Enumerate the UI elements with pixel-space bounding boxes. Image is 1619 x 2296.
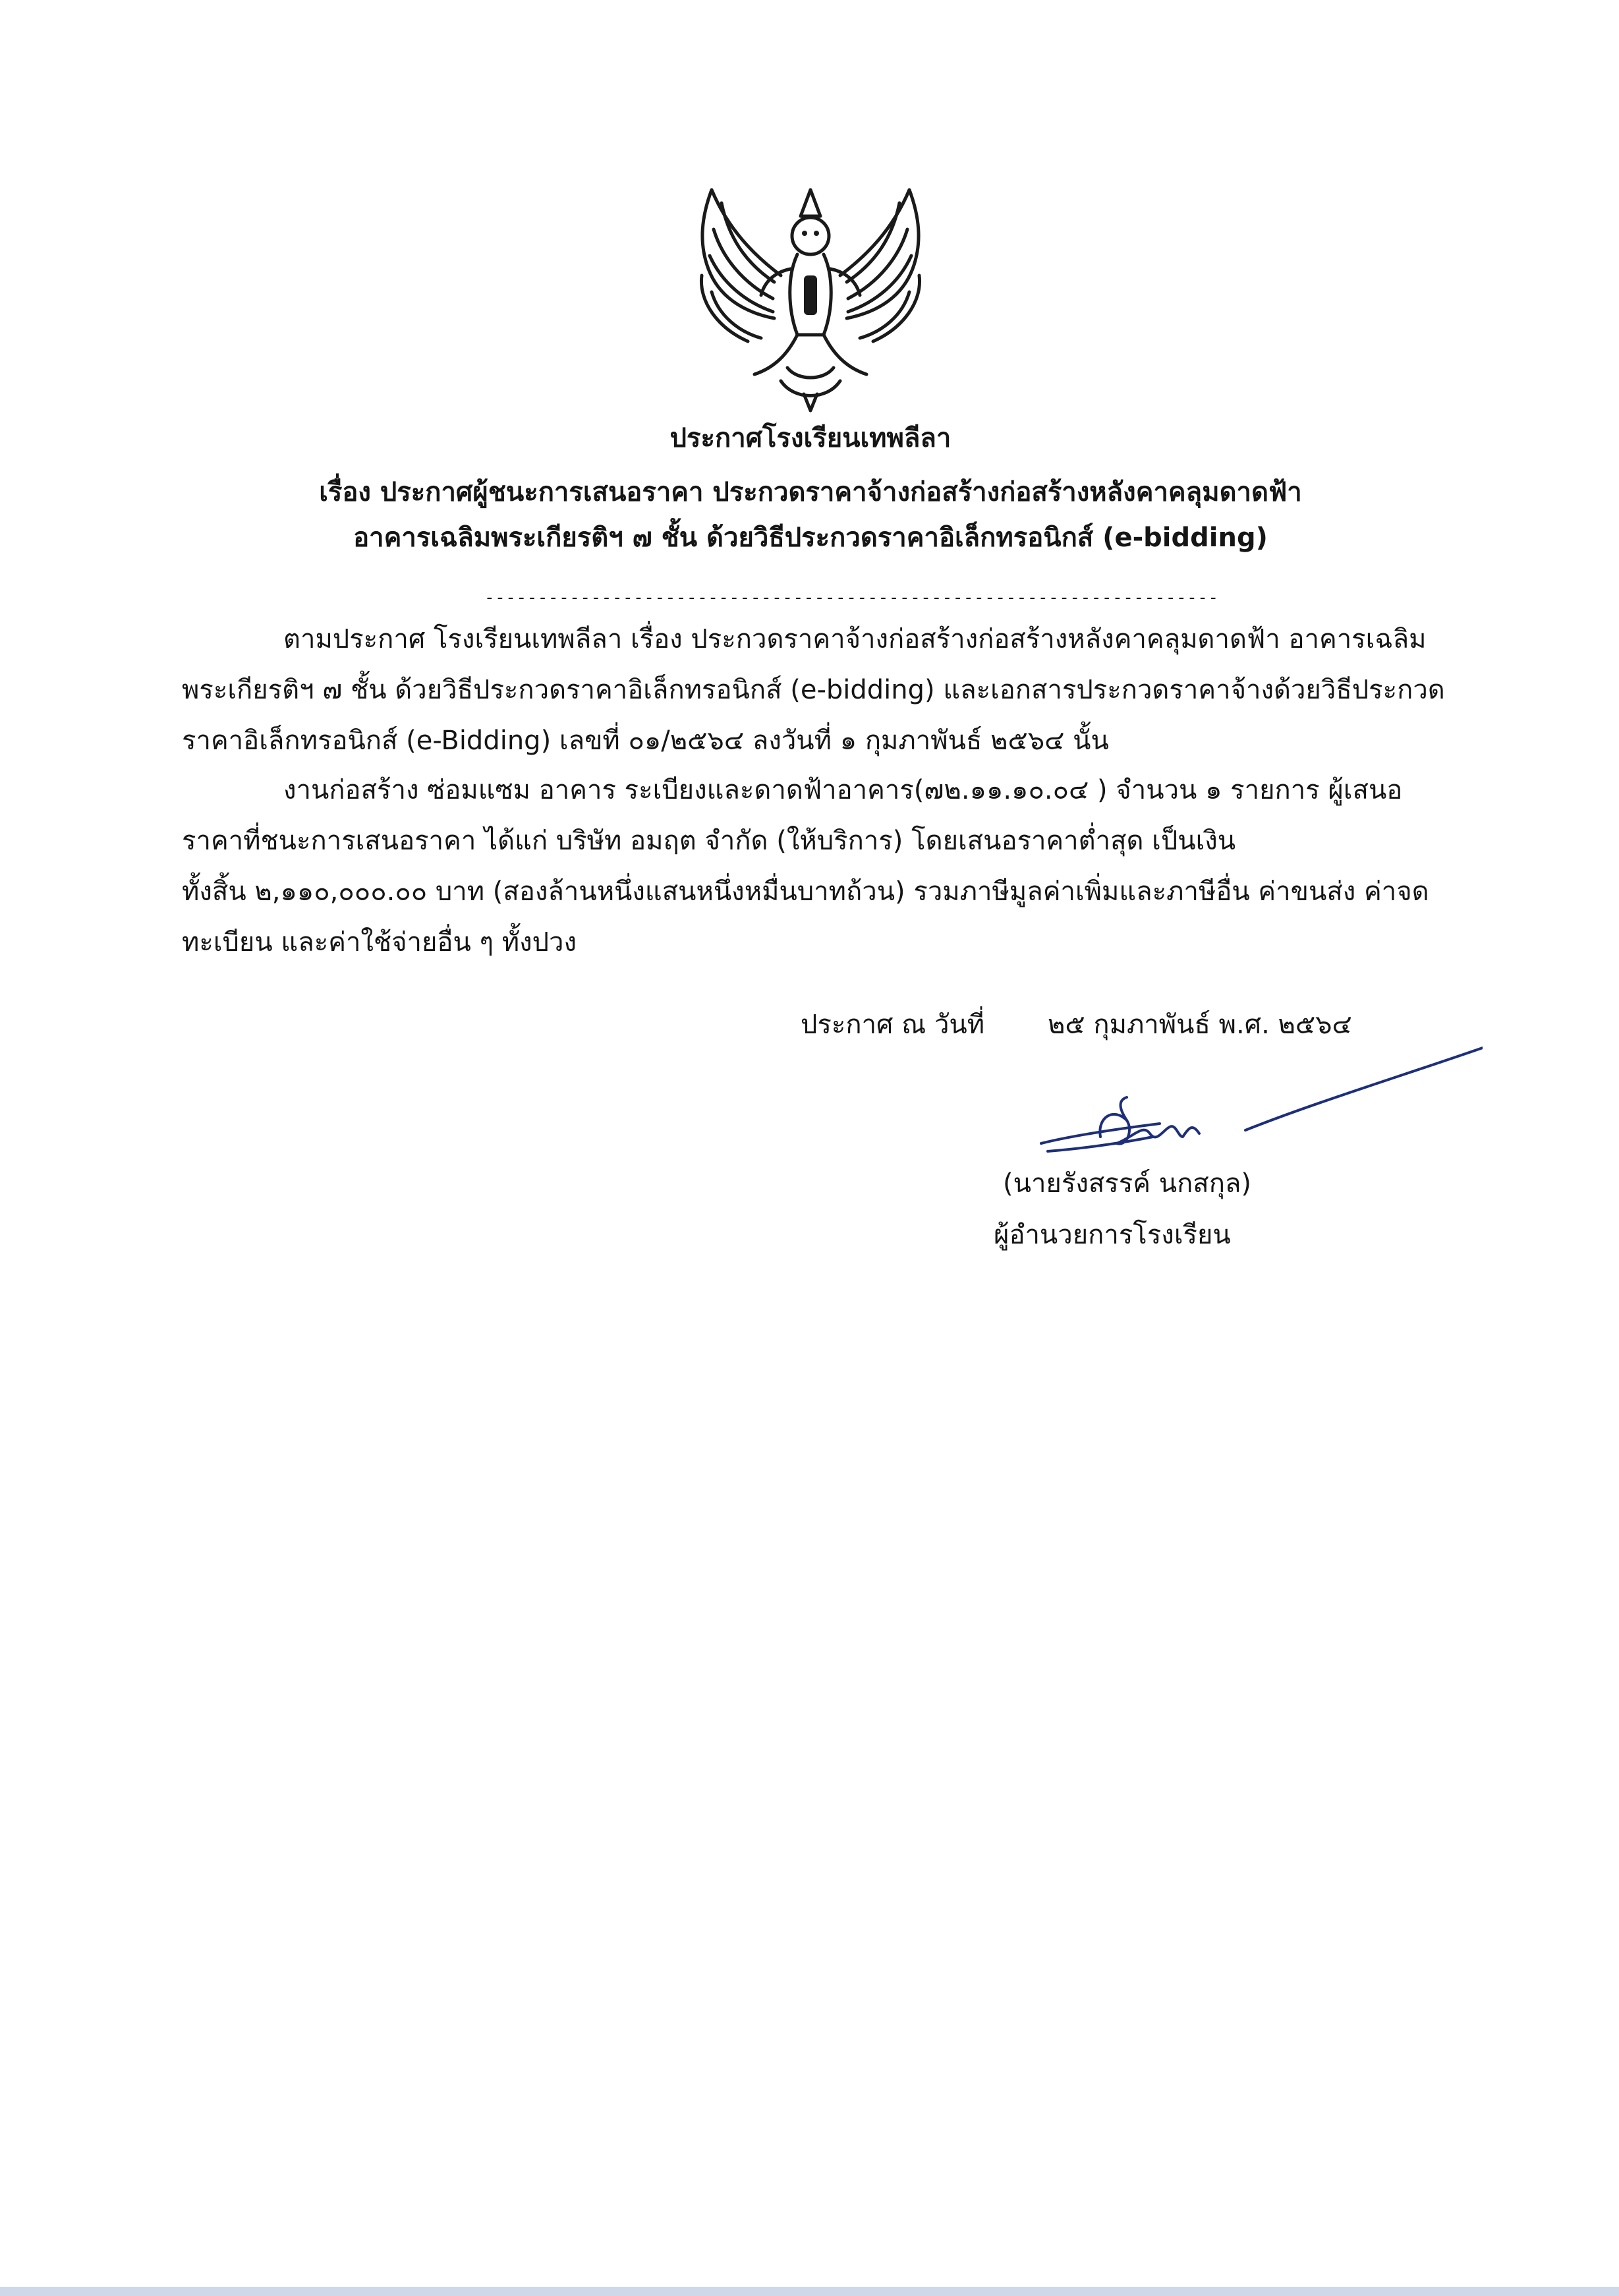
signer-title: ผู้อำนวยการโรงเรียน	[994, 1220, 1231, 1250]
paragraph2-line-2: ราคาที่ชนะการเสนอราคา ได้แก่ บริษัท อมฤต จำกัด (ให้บริการ) โดยเสนอราคาต่ำสุด เป็นเงิน	[182, 826, 1236, 856]
paragraph2-line-3: ทั้งสิ้น ๒,๑๑๐,๐๐๐.๐๐ บาท (สองล้านหนึ่งแสนหนึ่งหมื่นบาทถ้วน) รวมภาษีมูลค่าเพิ่มและภาษีอื่น ค่าขนส่ง ค่าจด	[182, 876, 1429, 907]
paragraph1-line-1: ตามประกาศ โรงเรียนเทพลีลา เรื่อง ประกวดราคาจ้างก่อสร้างก่อสร้างหลังคาคลุมดาดฟ้า อาคารเฉลิม	[283, 624, 1427, 654]
paragraph2-line-4: ทะเบียน และค่าใช้จ่ายอื่น ๆ ทั้งปวง	[182, 927, 577, 958]
separator-line: ---------------------------------------------------------------------	[484, 588, 1219, 608]
announcement-title: ประกาศโรงเรียนเทพลีลา	[669, 423, 952, 453]
signer-name: (นายรังสรรค์ นกสกุล)	[1003, 1168, 1252, 1199]
scan-edge	[0, 2287, 1619, 2296]
signature-icon	[1028, 1038, 1483, 1157]
announce-date: ๒๕ กุมภาพันธ์ พ.ศ. ๒๕๖๔	[1048, 1010, 1352, 1040]
subject-line-2: อาคารเฉลิมพระเกียรติฯ ๗ ชั้น ด้วยวิธีประกวดราคาอิเล็กทรอนิกส์ (e-bidding)	[353, 523, 1268, 553]
paragraph2-line-1: งานก่อสร้าง ซ่อมแซม อาคาร ระเบียงและดาดฟ้าอาคาร(๗๒.๑๑.๑๐.๐๔ ) จำนวน ๑ รายการ ผู้เสนอ	[283, 775, 1403, 805]
subject-line-1: เรื่อง ประกาศผู้ชนะการเสนอราคา ประกวดราคาจ้างก่อสร้างก่อสร้างหลังคาคลุมดาดฟ้า	[319, 477, 1302, 507]
paragraph1-line-3: ราคาอิเล็กทรอนิกส์ (e-Bidding) เลขที่ ๐๑/๒๕๖๔ ลงวันที่ ๑ กุมภาพันธ์ ๒๕๖๔ นั้น	[182, 726, 1109, 756]
garuda-emblem-icon	[682, 177, 939, 414]
paragraph1-line-2: พระเกียรติฯ ๗ ชั้น ด้วยวิธีประกวดราคาอิเล็กทรอนิกส์ (e-bidding) และเอกสารประกวดราคาจ้างด้วยวิธีประกวด	[182, 675, 1445, 705]
announce-date-label: ประกาศ ณ วันที่	[801, 1010, 985, 1040]
